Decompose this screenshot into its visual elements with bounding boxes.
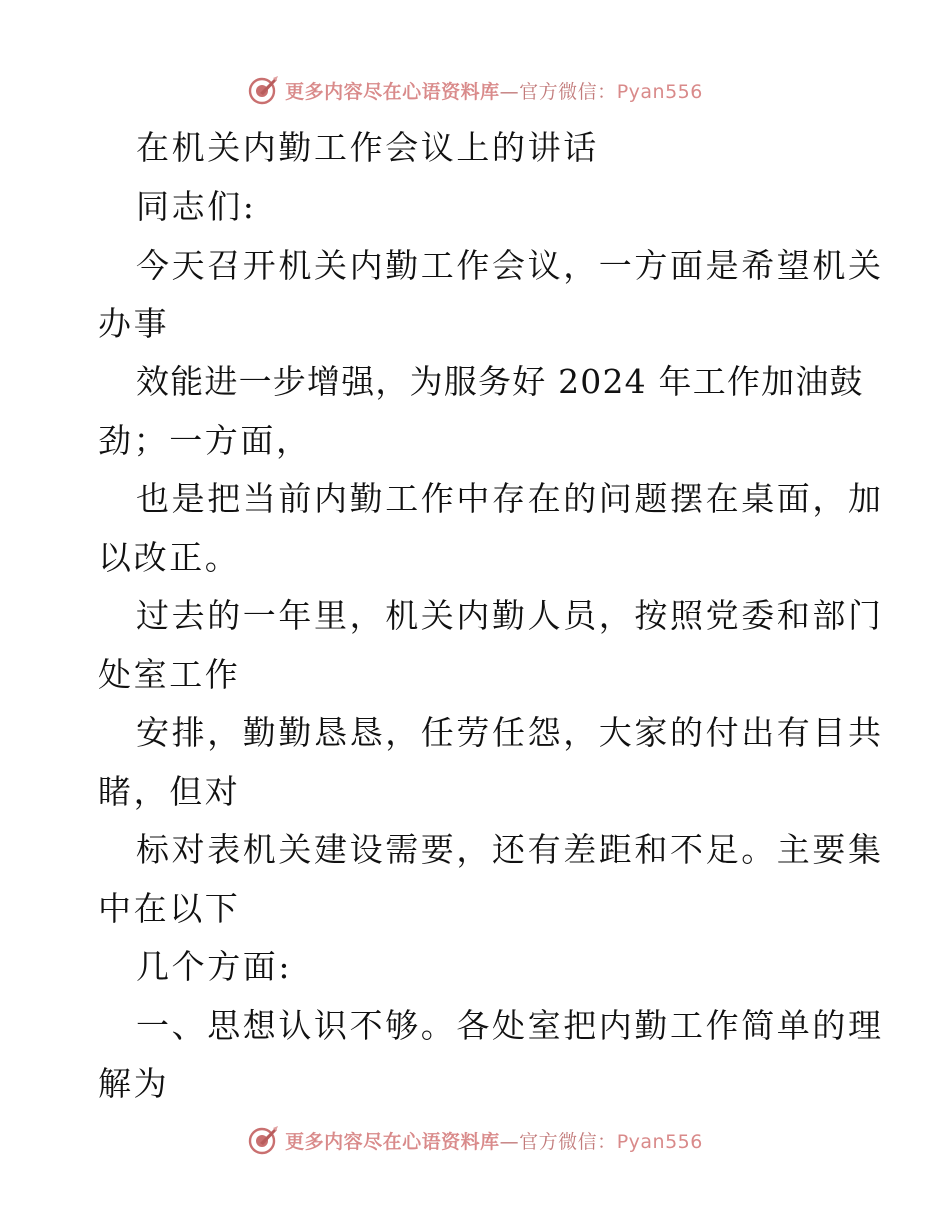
paragraph-line: 中在以下 xyxy=(98,889,241,928)
watermark-separator: —官方微信： xyxy=(499,80,617,103)
paragraph-line: 也是把当前内勤工作中存在的问题摆在桌面，加 xyxy=(136,479,884,518)
paragraph-line: 一、思想认识不够。各处室把内勤工作简单的理 xyxy=(136,1006,884,1045)
watermark-brand: 更多内容尽在心语资料库 xyxy=(285,1130,500,1153)
watermark-text xyxy=(285,1127,703,1154)
paragraph-line: 劲；一方面， xyxy=(98,421,312,460)
document-title: 在机关内勤工作会议上的讲话 xyxy=(136,128,599,167)
quill-logo-icon xyxy=(247,74,279,106)
header-watermark xyxy=(0,70,950,110)
paragraph-line: 解为 xyxy=(98,1064,170,1103)
paragraph-line: 办事 xyxy=(98,304,170,343)
watermark-code: Pyan556 xyxy=(616,1130,703,1153)
paragraph-line: 睹，但对 xyxy=(98,772,241,811)
watermark-code: Pyan556 xyxy=(616,80,703,103)
paragraph-line: 标对表机关建设需要，还有差距和不足。主要集 xyxy=(136,830,884,869)
watermark-brand: 更多内容尽在心语资料库 xyxy=(285,80,500,103)
paragraph-line: 今天召开机关内勤工作会议，一方面是希望机关 xyxy=(136,246,884,285)
paragraph-line: 过去的一年里，机关内勤人员，按照党委和部门 xyxy=(136,596,884,635)
paragraph-line: 效能进一步增强，为服务好 2024 年工作加油鼓 xyxy=(136,362,864,401)
watermark-text xyxy=(285,77,703,104)
paragraph-line: 以改正。 xyxy=(98,538,241,577)
paragraph-line: 安排，勤勤恳恳，任劳任怨，大家的付出有目共 xyxy=(136,713,884,752)
footer-watermark xyxy=(0,1120,950,1160)
quill-logo-icon xyxy=(247,1124,279,1156)
paragraph-line: 几个方面: xyxy=(136,947,293,986)
watermark-separator: —官方微信： xyxy=(499,1130,617,1153)
salutation: 同志们: xyxy=(136,187,257,226)
paragraph-line: 处室工作 xyxy=(98,655,241,694)
